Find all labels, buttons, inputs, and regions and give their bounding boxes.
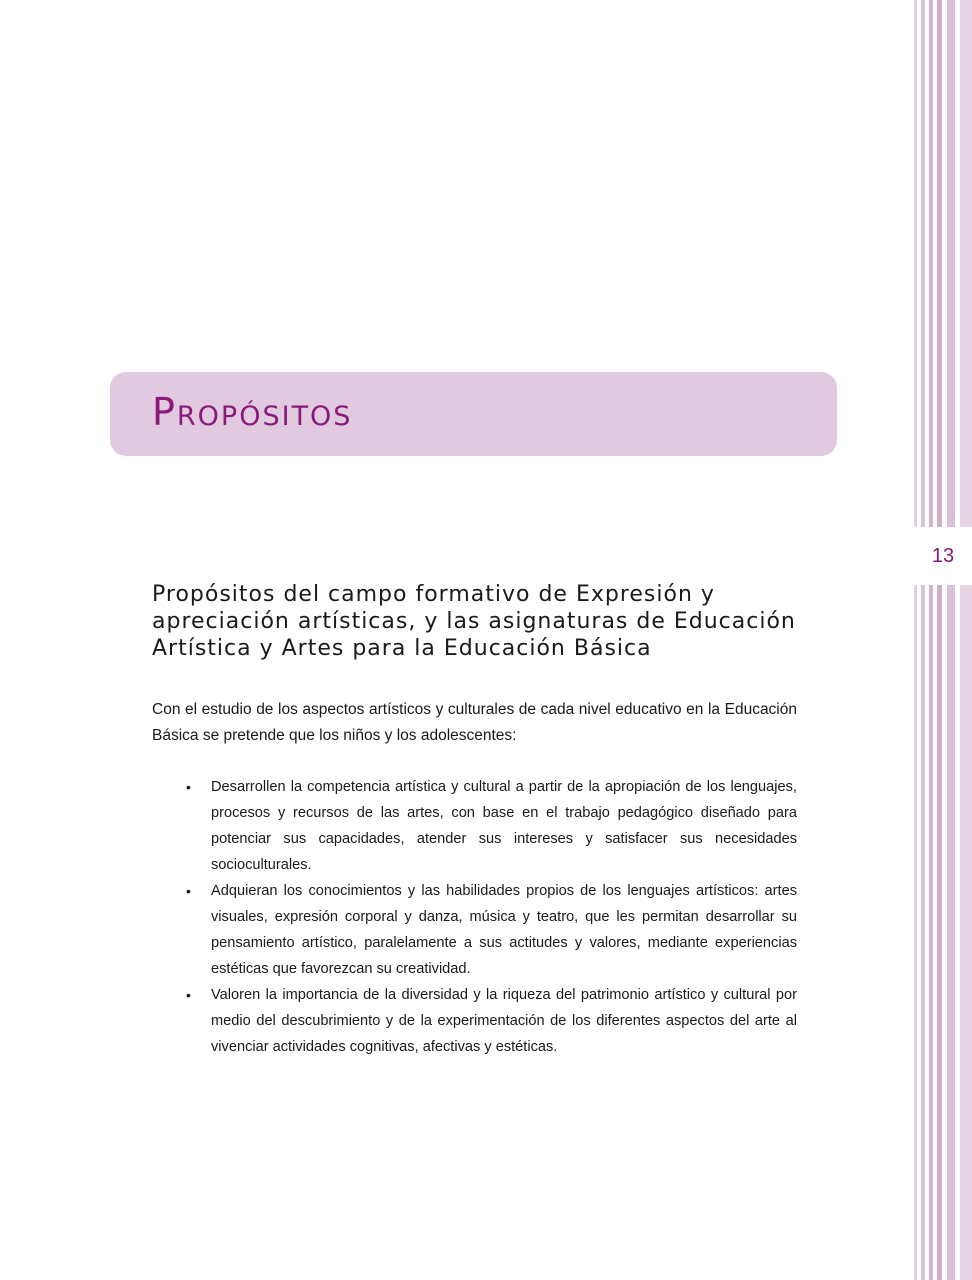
page-number: 13 [931,545,955,567]
list-item [186,878,797,982]
margin-stripe [921,0,925,1280]
margin-stripe [937,0,942,1280]
section-banner [110,372,837,456]
list-item-text: Valoren la importancia de la diversidad y la riqueza del patrimonio artístico y cultural por medio del descubrimiento y de la experimentación de los diferentes aspectos del arte al vivenciar actividades cognitivas, afectivas y estéticas. [211,987,797,1055]
margin-stripe [914,0,917,1280]
list-item-text: Adquieran los conocimientos y las habilidades propios de los lenguajes artísticos: artes visuales, expresión corporal y danza, música y teatro, que les permitan desarrollar su pensamiento artístico, paralelamente a sus actitudes y valores, mediante experiencias estéticas que favorezcan su creatividad. [211,883,797,977]
page-heading: Propósitos del campo formativo de Expresión y apreciación artísticas, y las asignaturas de Educación Artística y Artes para la Educación Básica [152,582,796,661]
purposes-list [186,774,797,1060]
margin-stripe [929,0,933,1280]
margin-stripe [960,0,972,1280]
list-item [186,982,797,1060]
intro-paragraph: Con el estudio de los aspectos artísticos y culturales de cada nivel educativo en la Educación Básica se pretende que los niños y los adolescentes: [152,701,797,744]
bullet-icon: • [186,883,191,899]
section-title: Propósitos [152,390,353,434]
bullet-icon: • [186,779,191,795]
list-item-text: Desarrollen la competencia artística y cultural a partir de la apropiación de los lenguajes, procesos y recursos de las artes, con base en el trabajo pedagógico diseñado para potenciar sus capacidades, atender sus intereses y satisfacer sus necesidades socioculturales. [211,779,797,873]
list-item [186,774,797,878]
bullet-icon: • [186,987,191,1003]
margin-stripe [947,0,955,1280]
